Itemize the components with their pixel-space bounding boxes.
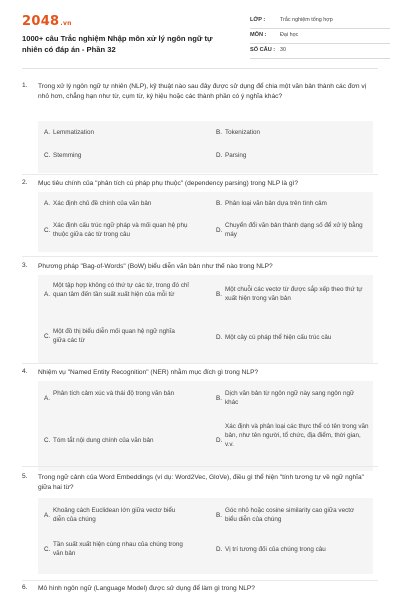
question-2 — [22, 179, 378, 251]
question-6 — [22, 584, 378, 598]
question-divider — [22, 174, 378, 175]
question-divider — [22, 363, 378, 364]
question-1 — [22, 82, 378, 172]
question-text: Phương pháp "Bag-of-Words" (BoW) biểu diễn văn bản như thế nào trong NLP? — [38, 263, 273, 270]
meta-row-count — [250, 44, 390, 59]
meta-row-subject — [250, 29, 390, 44]
document-header — [22, 14, 380, 60]
question-text: Mô hình ngôn ngữ (Language Model) được sử dụng để làm gì trong NLP? — [38, 585, 255, 592]
question-text: Trong ngữ cảnh của Word Embeddings (ví dụ: Word2Vec, GloVe), điều gì thể hiện "tính tương tự về ngữ nghĩa" giữa hai từ? — [38, 474, 365, 491]
document-title: 1000+ câu Trắc nghiệm Nhập môn xử lý ngôn ngữ tự nhiên có đáp án - Phần 32 — [22, 34, 213, 54]
meta-value: Trắc nghiệm tổng hợp — [280, 17, 333, 23]
question-5 — [22, 473, 378, 577]
question-divider — [22, 580, 378, 581]
question-number: 1. — [22, 82, 28, 89]
site-logo[interactable]: 2048.vn — [22, 14, 72, 29]
question-divider — [22, 256, 378, 257]
options-box: A. Lemmatization B. Tokenization C. Stemming D. Parsing — [38, 121, 373, 173]
document-meta — [250, 14, 390, 59]
question-number: 4. — [22, 368, 28, 375]
question-number: 2. — [22, 179, 28, 186]
question-4 — [22, 368, 378, 468]
question-text: Trong xử lý ngôn ngữ tự nhiên (NLP), kỹ thuật nào sau đây được sử dụng để chia một văn bản thành các đơn vị nhỏ hơn, chẳng hạn như từ, cụm từ, ký hiệu hoặc các thành phần có ý nghĩa khác? — [38, 83, 367, 100]
options-box: A. Xác định chủ đề chính của văn bản B. Phân loại văn bản dựa trên tình cảm C. Xác định cấu trúc ngữ pháp và mối quan hệ phụ thuộc giữa các từ trong câu D. Chuyển đổi văn bản thành dạng số để xử lý bằng máy — [38, 192, 373, 252]
question-number: 5. — [22, 473, 28, 480]
options-box: A. Một tập hợp không có thứ tự các từ, trong đó chỉ quan tâm đến tần suất xuất hiện của mỗi từ B. Một chuỗi các vectơ từ được sắp xếp theo thứ tự xuất hiện trong văn bản C. Một đồ thị biểu diễn mối quan hệ ngữ nghĩa giữa các từ D. Một cây cú pháp thể hiện cấu trúc câu — [38, 275, 373, 363]
meta-label: SỐ CÂU : — [250, 47, 276, 53]
options-box: A. Phân tích cảm xúc và thái độ trong văn bản B. Dịch văn bản từ ngôn ngữ này sang ngôn ngữ khác C. Tóm tắt nội dung chính của văn bản D. Xác định và phân loại các thực thể có tên trong văn bản, như tên người, tổ chức, địa điểm, thời gian, v.v. — [38, 381, 373, 471]
question-3 — [22, 262, 378, 362]
question-divider — [22, 466, 378, 467]
meta-value: Đại học — [280, 32, 299, 38]
meta-row-class — [250, 14, 390, 29]
question-text: Nhiệm vụ "Named Entity Recognition" (NER) nhằm mục đích gì trong NLP? — [38, 369, 259, 376]
meta-label: MÔN : — [250, 32, 267, 38]
question-number: 6. — [22, 584, 28, 591]
question-number: 3. — [22, 262, 28, 269]
question-text: Mục tiêu chính của "phân tích cú pháp phụ thuộc" (dependency parsing) trong NLP là gì? — [38, 180, 299, 187]
header-divider — [22, 68, 378, 69]
options-box: A. Khoảng cách Euclidean lớn giữa vectơ biểu diễn của chúng B. Góc nhỏ hoặc cosine similarity cao giữa vectơ biểu diễn của chúng C. Tần suất xuất hiện cùng nhau của chúng trong văn bản D. Vị trí tương đối của chúng trong câu — [38, 498, 373, 574]
meta-value: 30 — [280, 47, 286, 53]
meta-label: LỚP : — [250, 17, 266, 23]
